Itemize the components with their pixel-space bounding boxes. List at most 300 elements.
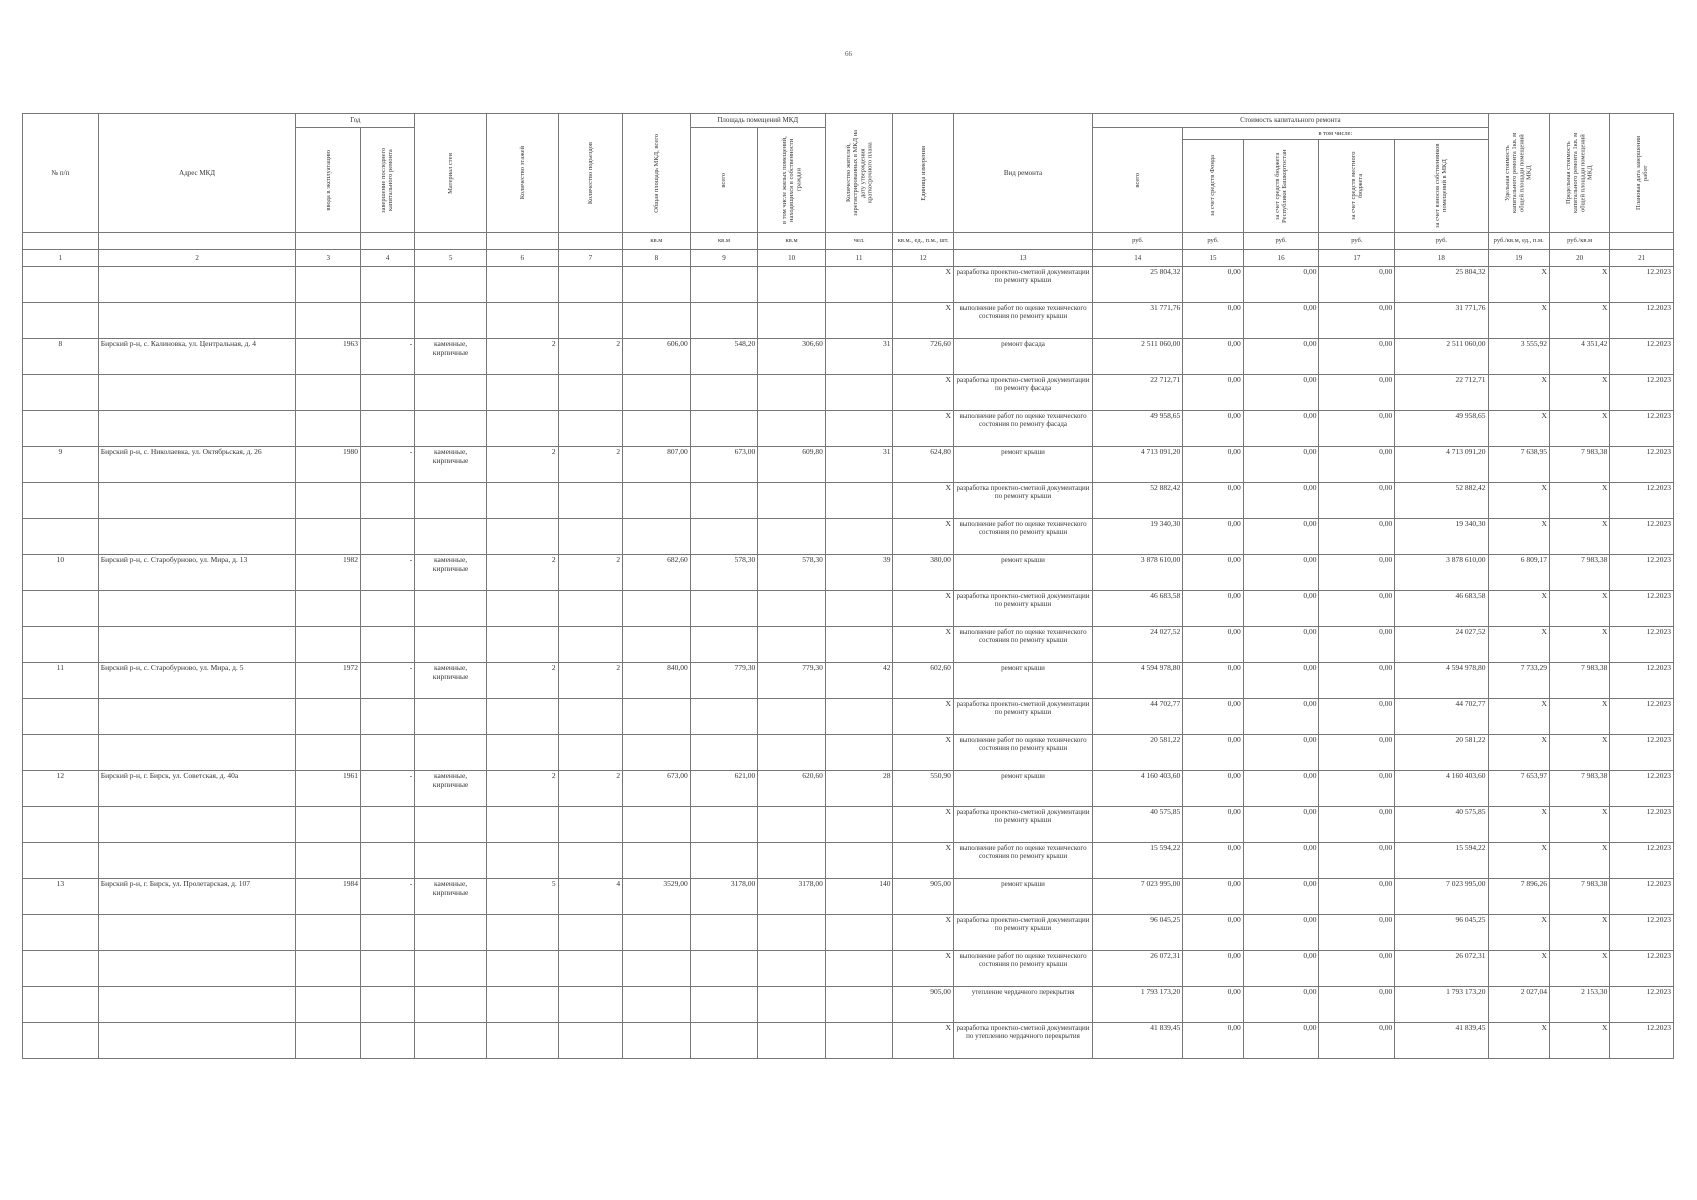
cell-cost-republic: 0,00: [1243, 303, 1319, 339]
cell-deadline: 12.2023: [1610, 1023, 1674, 1059]
cell-last-repair: [360, 267, 414, 303]
cell-last-repair: -: [360, 879, 414, 915]
cell-last-repair: [360, 987, 414, 1023]
cell-premises-area: [690, 375, 758, 411]
cell-year: [296, 735, 361, 771]
cell-total-area: [623, 987, 691, 1023]
cell-cost-owners: 40 575,85: [1395, 807, 1488, 843]
cell-deadline: 12.2023: [1610, 411, 1674, 447]
cell-cost-republic: 0,00: [1243, 555, 1319, 591]
cell-residents: [825, 843, 893, 879]
cell-premises-area: [690, 915, 758, 951]
cell-last-repair: -: [360, 339, 414, 375]
table-row: [23, 699, 1674, 735]
cell-premises-area: [690, 267, 758, 303]
cell-premises-area: 548,20: [690, 339, 758, 375]
cell-cost-republic: 0,00: [1243, 987, 1319, 1023]
table-row: [23, 483, 1674, 519]
cell-deadline: 12.2023: [1610, 483, 1674, 519]
cell-cost-republic: 0,00: [1243, 1023, 1319, 1059]
cell-cost-local: 0,00: [1319, 915, 1395, 951]
cell-cost-republic: 0,00: [1243, 663, 1319, 699]
cell-residential-area: [758, 375, 826, 411]
cell-quantity: X: [893, 915, 953, 951]
cell-cost-total: 2 511 060,00: [1093, 339, 1183, 375]
unit-area: кв.м: [690, 233, 758, 250]
table-row: [23, 519, 1674, 555]
column-number: 5: [415, 250, 487, 267]
cell-cost-republic: 0,00: [1243, 375, 1319, 411]
cell-last-repair: -: [360, 663, 414, 699]
cell-cost-local: 0,00: [1319, 339, 1395, 375]
cell-unit-cost: X: [1488, 375, 1549, 411]
cell-entrances: [558, 915, 623, 951]
cell-cost-local: 0,00: [1319, 771, 1395, 807]
cell-cost-local: 0,00: [1319, 879, 1395, 915]
cell-unit-cost: X: [1488, 699, 1549, 735]
table-row: [23, 843, 1674, 879]
cell-deadline: 12.2023: [1610, 807, 1674, 843]
cell-unit-cost: X: [1488, 807, 1549, 843]
cell-cost-republic: 0,00: [1243, 483, 1319, 519]
cell-total-area: 807,00: [623, 447, 691, 483]
cell-cost-total: 31 771,76: [1093, 303, 1183, 339]
column-number: 4: [360, 250, 414, 267]
cell-cost-local: 0,00: [1319, 843, 1395, 879]
cell-last-repair: [360, 735, 414, 771]
cell-quantity: X: [893, 267, 953, 303]
cell-cost-republic: 0,00: [1243, 879, 1319, 915]
cell-residents: [825, 303, 893, 339]
table-body: [23, 267, 1674, 1059]
cell-cost-fund: 0,00: [1183, 843, 1243, 879]
cell-total-area: [623, 951, 691, 987]
cell-material: [415, 519, 487, 555]
cell-total-area: [623, 699, 691, 735]
cell-work-type: ремонт крыши: [953, 555, 1092, 591]
cell-floors: [486, 519, 558, 555]
cell-unit-cost: X: [1488, 915, 1549, 951]
column-number: 13: [953, 250, 1092, 267]
cell-unit-cost: X: [1488, 735, 1549, 771]
column-number: 8: [623, 250, 691, 267]
cell-residential-area: [758, 843, 826, 879]
unit-rub: руб.: [1243, 233, 1319, 250]
cell-address: Бирский р-н, с. Старобурново, ул. Мира, д. 13: [98, 555, 296, 591]
cell-cost-local: 0,00: [1319, 987, 1395, 1023]
cell-deadline: 12.2023: [1610, 951, 1674, 987]
cell-year: [296, 411, 361, 447]
cell-work-type: разработка проектно-сметной документации по утеплению чердачного перекрытия: [953, 1023, 1092, 1059]
cell-material: [415, 951, 487, 987]
cell-year: [296, 987, 361, 1023]
cell-cost-local: 0,00: [1319, 483, 1395, 519]
cell-total-area: [623, 843, 691, 879]
cell-residential-area: 779,30: [758, 663, 826, 699]
cell-premises-area: [690, 735, 758, 771]
cell-residential-area: [758, 519, 826, 555]
cell-cost-fund: 0,00: [1183, 339, 1243, 375]
column-number: 9: [690, 250, 758, 267]
cell-entrances: [558, 951, 623, 987]
cell-quantity: X: [893, 627, 953, 663]
cell-cost-owners: 52 882,42: [1395, 483, 1488, 519]
unit-rub: руб.: [1395, 233, 1488, 250]
cell-residents: [825, 591, 893, 627]
cell-year: 1972: [296, 663, 361, 699]
column-number: 1: [23, 250, 99, 267]
cell-entrances: [558, 519, 623, 555]
cell-unit-cost: 7 638,95: [1488, 447, 1549, 483]
cell-work-type: выполнение работ по оценке технического состояния по ремонту крыши: [953, 951, 1092, 987]
column-number: 21: [1610, 250, 1674, 267]
cell-premises-area: [690, 987, 758, 1023]
cell-material: [415, 375, 487, 411]
cell-cost-owners: 41 839,45: [1395, 1023, 1488, 1059]
column-number: 14: [1093, 250, 1183, 267]
cell-floors: 2: [486, 447, 558, 483]
cell-address: [98, 735, 296, 771]
cell-max-cost: 7 983,38: [1549, 555, 1609, 591]
cell-address: [98, 699, 296, 735]
cell-material: каменные, кирпичные: [415, 879, 487, 915]
cell-address: Бирский р-н, г. Бирск, ул. Советская, д. 40а: [98, 771, 296, 807]
cell-address: [98, 1023, 296, 1059]
cell-no: [23, 267, 99, 303]
cell-cost-fund: 0,00: [1183, 951, 1243, 987]
cell-cost-total: 25 804,32: [1093, 267, 1183, 303]
cell-cost-local: 0,00: [1319, 267, 1395, 303]
cell-deadline: 12.2023: [1610, 267, 1674, 303]
cell-cost-total: 19 340,30: [1093, 519, 1183, 555]
cell-address: [98, 951, 296, 987]
header-work-type: Вид ремонта: [953, 114, 1092, 233]
cell-premises-area: [690, 699, 758, 735]
cell-work-type: разработка проектно-сметной документации по ремонту крыши: [953, 699, 1092, 735]
cell-total-area: 840,00: [623, 663, 691, 699]
cell-total-area: [623, 519, 691, 555]
cell-address: [98, 303, 296, 339]
cell-cost-total: 52 882,42: [1093, 483, 1183, 519]
header-area-residential: в том числе жилых помещений, находящихся в собственности граждан: [758, 128, 826, 233]
cell-cost-local: 0,00: [1319, 447, 1395, 483]
cell-address: [98, 915, 296, 951]
cell-total-area: 606,00: [623, 339, 691, 375]
cell-no: 12: [23, 771, 99, 807]
cell-total-area: [623, 303, 691, 339]
cell-total-area: 673,00: [623, 771, 691, 807]
cell-unit-cost: X: [1488, 627, 1549, 663]
cell-premises-area: [690, 807, 758, 843]
cell-material: каменные, кирпичные: [415, 555, 487, 591]
header-unit: Единица измерения: [893, 114, 953, 233]
cell-material: [415, 807, 487, 843]
cell-residents: 31: [825, 339, 893, 375]
cell-cost-local: 0,00: [1319, 699, 1395, 735]
column-number: 7: [558, 250, 623, 267]
cell-entrances: 2: [558, 663, 623, 699]
cell-max-cost: X: [1549, 843, 1609, 879]
cell-premises-area: [690, 1023, 758, 1059]
cell-entrances: 2: [558, 339, 623, 375]
cell-premises-area: [690, 591, 758, 627]
cell-entrances: [558, 411, 623, 447]
cell-floors: [486, 627, 558, 663]
header-year-group: Год: [296, 114, 415, 128]
cell-cost-fund: 0,00: [1183, 1023, 1243, 1059]
unit-rub: руб.: [1093, 233, 1183, 250]
cell-entrances: [558, 483, 623, 519]
cell-residential-area: [758, 591, 826, 627]
cell-work-type: разработка проектно-сметной документации по ремонту фасада: [953, 375, 1092, 411]
cell-premises-area: 3178,00: [690, 879, 758, 915]
cell-residential-area: 3178,00: [758, 879, 826, 915]
cell-max-cost: 2 153,30: [1549, 987, 1609, 1023]
cell-cost-local: 0,00: [1319, 591, 1395, 627]
cell-address: Бирский р-н, с. Калиновка, ул. Центральная, д. 4: [98, 339, 296, 375]
cell-entrances: [558, 699, 623, 735]
header-incl-group: в том числе:: [1183, 128, 1488, 140]
cell-cost-local: 0,00: [1319, 411, 1395, 447]
cell-cost-fund: 0,00: [1183, 771, 1243, 807]
cell-cost-local: 0,00: [1319, 663, 1395, 699]
cell-year: [296, 1023, 361, 1059]
cell-address: [98, 483, 296, 519]
cell-deadline: 12.2023: [1610, 591, 1674, 627]
page-number: 66: [845, 50, 852, 58]
cell-last-repair: -: [360, 447, 414, 483]
cell-no: 13: [23, 879, 99, 915]
cell-entrances: 2: [558, 447, 623, 483]
cell-unit-cost: X: [1488, 519, 1549, 555]
cell-cost-republic: 0,00: [1243, 699, 1319, 735]
cell-year: [296, 951, 361, 987]
cell-quantity: X: [893, 375, 953, 411]
cell-quantity: 726,60: [893, 339, 953, 375]
cell-floors: [486, 915, 558, 951]
cell-year: [296, 807, 361, 843]
cell-total-area: [623, 411, 691, 447]
cell-cost-owners: 46 683,58: [1395, 591, 1488, 627]
cell-quantity: X: [893, 483, 953, 519]
cell-deadline: 12.2023: [1610, 339, 1674, 375]
table-row: [23, 663, 1674, 699]
cell-work-type: ремонт крыши: [953, 447, 1092, 483]
unit-people: чел.: [825, 233, 893, 250]
table-row: [23, 879, 1674, 915]
cell-no: [23, 843, 99, 879]
unit-area: кв.м: [758, 233, 826, 250]
cell-cost-republic: 0,00: [1243, 519, 1319, 555]
capital-repair-table: [22, 113, 1674, 1059]
cell-cost-total: 46 683,58: [1093, 591, 1183, 627]
cell-quantity: X: [893, 951, 953, 987]
cell-work-type: выполнение работ по оценке технического состояния по ремонту крыши: [953, 519, 1092, 555]
table-row: [23, 375, 1674, 411]
cell-max-cost: X: [1549, 519, 1609, 555]
cell-year: [296, 375, 361, 411]
cell-residents: 39: [825, 555, 893, 591]
cell-deadline: 12.2023: [1610, 771, 1674, 807]
cell-cost-total: 4 160 403,60: [1093, 771, 1183, 807]
cell-floors: [486, 843, 558, 879]
cell-residents: [825, 987, 893, 1023]
cell-cost-owners: 4 160 403,60: [1395, 771, 1488, 807]
cell-material: [415, 843, 487, 879]
cell-residential-area: [758, 1023, 826, 1059]
cell-no: 10: [23, 555, 99, 591]
cell-max-cost: X: [1549, 411, 1609, 447]
cell-year: [296, 915, 361, 951]
column-number: 11: [825, 250, 893, 267]
cell-cost-owners: 7 023 995,00: [1395, 879, 1488, 915]
cell-cost-owners: 96 045,25: [1395, 915, 1488, 951]
cell-cost-republic: 0,00: [1243, 591, 1319, 627]
cell-entrances: 2: [558, 555, 623, 591]
cell-address: [98, 591, 296, 627]
table-row: [23, 1023, 1674, 1059]
cell-cost-total: 7 023 995,00: [1093, 879, 1183, 915]
cell-max-cost: 7 983,38: [1549, 879, 1609, 915]
cell-work-type: ремонт фасада: [953, 339, 1092, 375]
cell-deadline: 12.2023: [1610, 735, 1674, 771]
column-number: 16: [1243, 250, 1319, 267]
cell-cost-owners: 4 713 091,20: [1395, 447, 1488, 483]
cell-cost-republic: 0,00: [1243, 339, 1319, 375]
cell-residential-area: [758, 807, 826, 843]
cell-year: 1980: [296, 447, 361, 483]
header-cost-owners: за счет взносов собственников помещений в МКД: [1395, 140, 1488, 233]
header-area-all: всего: [690, 128, 758, 233]
cell-cost-fund: 0,00: [1183, 375, 1243, 411]
cell-no: [23, 807, 99, 843]
cell-material: [415, 483, 487, 519]
cell-entrances: [558, 843, 623, 879]
cell-residential-area: [758, 411, 826, 447]
cell-residential-area: [758, 627, 826, 663]
cell-total-area: [623, 483, 691, 519]
cell-residents: [825, 735, 893, 771]
cell-deadline: 12.2023: [1610, 447, 1674, 483]
cell-deadline: 12.2023: [1610, 879, 1674, 915]
cell-cost-owners: 19 340,30: [1395, 519, 1488, 555]
cell-premises-area: 673,00: [690, 447, 758, 483]
cell-cost-republic: 0,00: [1243, 447, 1319, 483]
cell-work-type: выполнение работ по оценке технического состояния по ремонту крыши: [953, 303, 1092, 339]
cell-last-repair: [360, 483, 414, 519]
cell-address: Бирский р-н, с. Николаевка, ул. Октябрьская, д. 26: [98, 447, 296, 483]
cell-premises-area: [690, 519, 758, 555]
cell-no: [23, 699, 99, 735]
cell-cost-owners: 4 594 978,80: [1395, 663, 1488, 699]
cell-premises-area: 621,00: [690, 771, 758, 807]
cell-cost-total: 41 839,45: [1093, 1023, 1183, 1059]
cell-work-type: выполнение работ по оценке технического состояния по ремонту крыши: [953, 843, 1092, 879]
cell-floors: [486, 303, 558, 339]
cell-residential-area: [758, 303, 826, 339]
header-cost-total: всего: [1093, 128, 1183, 233]
cell-cost-local: 0,00: [1319, 951, 1395, 987]
cell-residential-area: [758, 483, 826, 519]
table-row: [23, 735, 1674, 771]
cell-max-cost: X: [1549, 735, 1609, 771]
table-row: [23, 987, 1674, 1023]
cell-total-area: [623, 267, 691, 303]
cell-total-area: 3529,00: [623, 879, 691, 915]
cell-cost-fund: 0,00: [1183, 519, 1243, 555]
cell-work-type: разработка проектно-сметной документации по ремонту крыши: [953, 267, 1092, 303]
cell-max-cost: 7 983,38: [1549, 771, 1609, 807]
column-number: 15: [1183, 250, 1243, 267]
cell-cost-total: 15 594,22: [1093, 843, 1183, 879]
cell-max-cost: X: [1549, 303, 1609, 339]
cell-entrances: [558, 1023, 623, 1059]
cell-premises-area: [690, 843, 758, 879]
cell-material: каменные, кирпичные: [415, 771, 487, 807]
cell-residents: [825, 807, 893, 843]
cell-total-area: [623, 807, 691, 843]
column-numbers-row: [23, 250, 1674, 267]
cell-cost-republic: 0,00: [1243, 627, 1319, 663]
cell-floors: [486, 951, 558, 987]
cell-residents: [825, 915, 893, 951]
cell-unit-cost: X: [1488, 411, 1549, 447]
cell-floors: [486, 267, 558, 303]
cell-floors: 5: [486, 879, 558, 915]
cell-deadline: 12.2023: [1610, 375, 1674, 411]
header-deadline: Плановая дата завершения работ: [1610, 114, 1674, 233]
cell-deadline: 12.2023: [1610, 843, 1674, 879]
unit-rub: руб.: [1319, 233, 1395, 250]
cell-cost-owners: 22 712,71: [1395, 375, 1488, 411]
header-wall-material: Материал стен: [415, 114, 487, 233]
cell-work-type: ремонт крыши: [953, 771, 1092, 807]
cell-residents: 31: [825, 447, 893, 483]
cell-cost-owners: 2 511 060,00: [1395, 339, 1488, 375]
table-row: [23, 951, 1674, 987]
column-number: 6: [486, 250, 558, 267]
table-row: [23, 915, 1674, 951]
cell-material: [415, 267, 487, 303]
cell-max-cost: 7 983,38: [1549, 663, 1609, 699]
cell-premises-area: 779,30: [690, 663, 758, 699]
cell-unit-cost: 6 809,17: [1488, 555, 1549, 591]
cell-unit-cost: 3 555,92: [1488, 339, 1549, 375]
cell-entrances: [558, 267, 623, 303]
cell-address: [98, 267, 296, 303]
cell-quantity: 602,60: [893, 663, 953, 699]
cell-cost-total: 4 594 978,80: [1093, 663, 1183, 699]
cell-no: 8: [23, 339, 99, 375]
cell-unit-cost: 7 653,97: [1488, 771, 1549, 807]
cell-cost-fund: 0,00: [1183, 879, 1243, 915]
cell-max-cost: X: [1549, 915, 1609, 951]
cell-max-cost: X: [1549, 699, 1609, 735]
header-entrances: Количество подъездов: [558, 114, 623, 233]
cell-floors: [486, 591, 558, 627]
cell-residents: [825, 267, 893, 303]
cell-total-area: [623, 735, 691, 771]
cell-cost-owners: 26 072,31: [1395, 951, 1488, 987]
cell-last-repair: [360, 591, 414, 627]
cell-no: [23, 411, 99, 447]
cell-residents: [825, 951, 893, 987]
cell-max-cost: X: [1549, 951, 1609, 987]
cell-address: [98, 519, 296, 555]
cell-cost-owners: 24 027,52: [1395, 627, 1488, 663]
cell-total-area: [623, 591, 691, 627]
header-total-area: Общая площадь МКД, всего: [623, 114, 691, 233]
